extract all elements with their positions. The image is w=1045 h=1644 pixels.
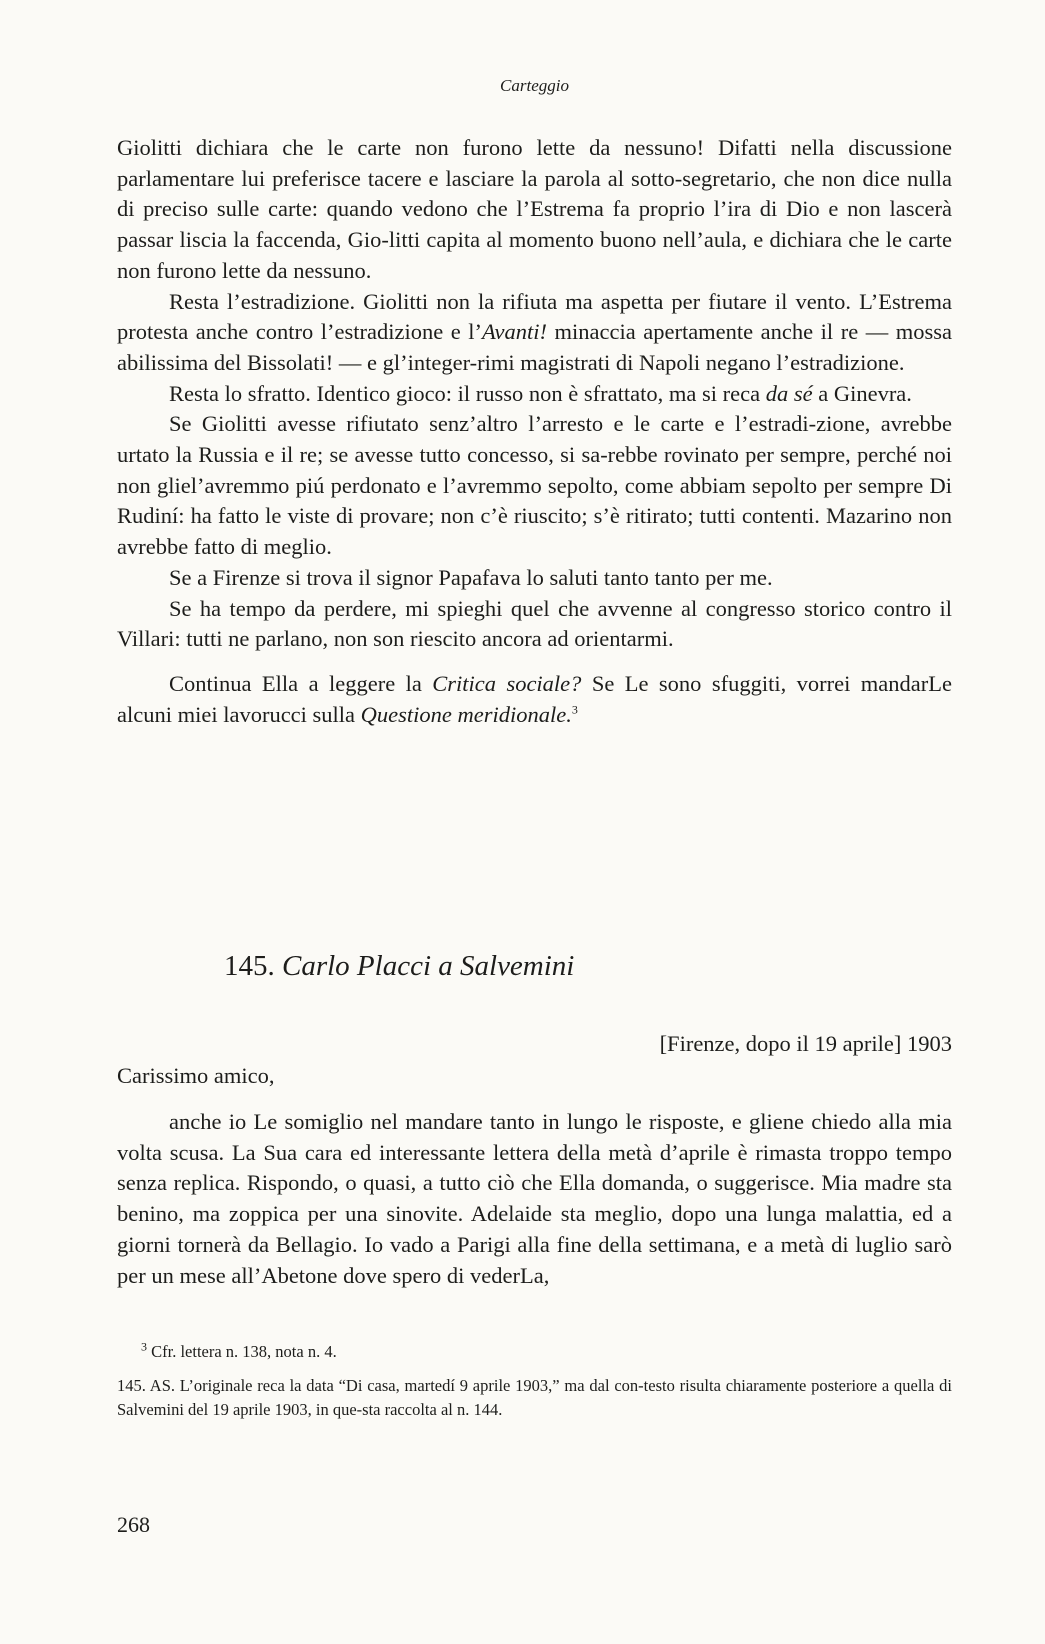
footnote-text: Cfr. lettera n. 138, nota n. 4. — [151, 1342, 337, 1361]
footnote-mark: 3 — [141, 1339, 147, 1354]
letter-number: 145. — [224, 950, 275, 982]
journal-title: Critica sociale? — [432, 670, 582, 696]
letter-salutation: Carissimo amico, — [117, 1063, 275, 1088]
paragraph-villari: Se ha tempo da perdere, mi spieghi quel che avvenne al congresso storico contro il Villari: tutti ne parlano, non son riescito ancora ad orientarmi. — [117, 595, 952, 652]
paragraph-text: minaccia apertamente anche il re — mossa abilissima del Bissolati! — e gl’integer-rimi magistrati di Napoli negano l’estradizione. — [117, 319, 952, 375]
page-number: 268 — [117, 1512, 150, 1537]
paragraph-analysis: Se Giolitti avesse rifiutato senz’altro l’arresto e le carte e l’estradi-zione, avrebbe urtato la Russia e il re; se avesse tutto concesso, si sa-rebbe rovinato per sempre, perché noi non gliel’avremmo piú perdonato e l’avremmo sepolto, come abbiam sepolto per sempre Di Rudiní: ha fatto le viste di provare; non c’è riuscito; s’è ritirato; tutti contenti. Mazarino non avrebbe fatto di meglio. — [117, 411, 952, 560]
running-head: Carteggio — [500, 76, 569, 95]
letter-paragraph: anche io Le somiglio nel mandare tanto in lungo le risposte, e gliene chiedo alla mia volta scusa. La Sua cara ed interessante lettera della metà d’aprile è rimasta troppo tempo senza replica. Rispondo, o quasi, a tutto ciò che Ella domanda, o suggerisce. Mia madre sta benino, ma zoppica per una sinovite. Adelaide sta meglio, dopo una lunga malattia, ed a giorni tornerà da Bellagio. Io vado a Parigi alla fine della settimana, e a metà di luglio sarò per un mese all’Abetone dove spero di vederLa, — [117, 1109, 952, 1288]
paragraph-papafava: Se a Firenze si trova il signor Papafava lo saluti tanto tanto per me. — [169, 564, 773, 590]
emphasis: da sé — [765, 380, 813, 406]
letter-dateline: [Firenze, dopo il 19 aprile] 1903 — [659, 1031, 952, 1056]
newspaper-title: Avanti! — [481, 319, 547, 345]
paragraph-text: Resta lo sfratto. Identico gioco: il russo non è sfrattato, ma si reca — [169, 380, 766, 406]
paragraph-sfratto — [117, 379, 952, 410]
footnote-3 — [117, 1340, 952, 1364]
paragraph-critica-sociale — [117, 669, 952, 730]
footnotes — [117, 1340, 952, 1422]
paragraph-text: Continua Ella a leggere la — [169, 670, 433, 696]
footnote-reference: 3 — [571, 702, 578, 717]
paragraph-text: Resta l’estradizione. Giolitti non la rifiuta ma aspetta per fiutare il vento. L’Estrema protesta anche contro l’estradizione e l’ — [117, 288, 952, 345]
paragraph-text: a Ginevra. — [812, 380, 912, 406]
footnote-145: 145. AS. L’originale reca la data “Di casa, martedí 9 aprile 1903,” ma dal con-testo risulta chiaramente posteriore a quella di Salvemini del 19 aprile 1903, in que-sta raccolta al n. 144. — [117, 1376, 952, 1419]
letter-heading — [224, 950, 574, 983]
paragraph-text: Se Le sono sfuggiti, vorrei mandarLe alcuni miei lavorucci sulla — [117, 670, 952, 727]
paragraph-giolitti: Giolitti dichiara che le carte non furono lette da nessuno! Difatti nella discussione parlamentare lui preferisce tacere e lasciare la parola al sotto-segretario, che non dice nulla di preciso sulle carte: quando vedono che l’Estrema fa proprio l’ira di Dio e non lascerà passar liscia la faccenda, Gio-litti capita al momento buono nell’aula, e dichiara che le carte non furono lette da nessuno. — [117, 135, 952, 283]
paragraph-estradizione — [117, 287, 952, 379]
work-title: Questione meridionale. — [360, 701, 572, 727]
letter-title: Carlo Placci a Salvemini — [282, 950, 575, 982]
letter-body — [117, 1107, 952, 1291]
letter-144-continuation — [117, 133, 952, 730]
